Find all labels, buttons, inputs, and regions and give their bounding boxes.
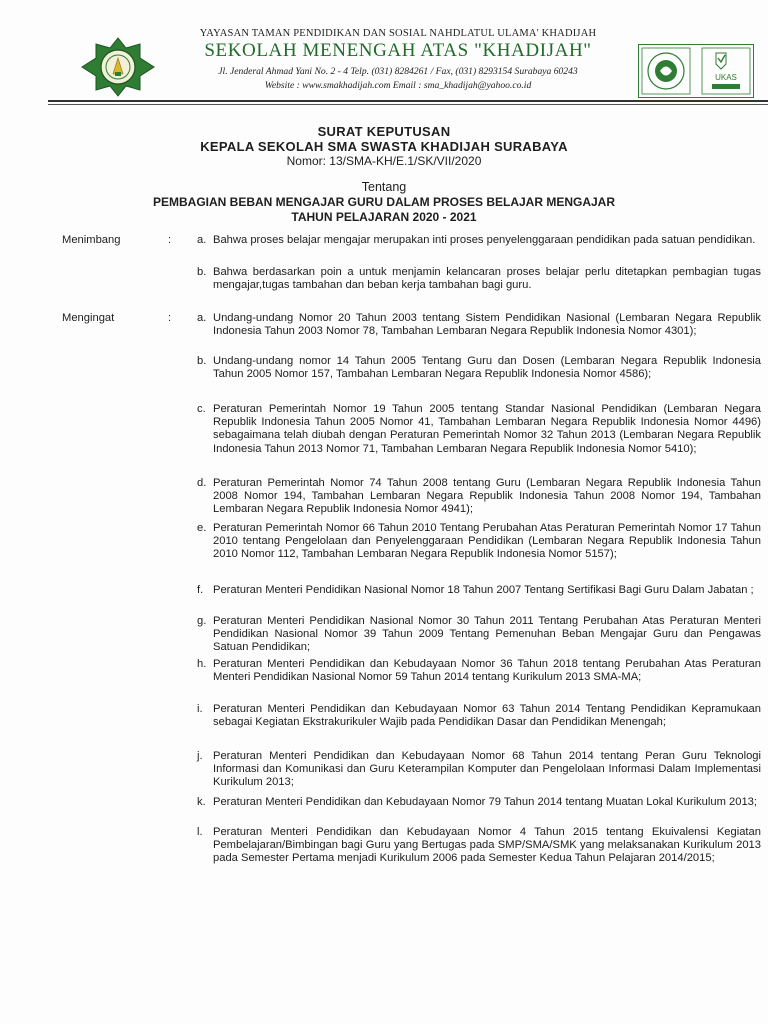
list-text: Peraturan Menteri Pendidikan dan Kebudayaan Nomor 79 Tahun 2014 tentang Muatan Lokal Kurikulum 2013; [213,796,757,808]
decree-about: Tentang [361,180,407,194]
decree-year: TAHUN PELAJARAN 2020 - 2021 [291,210,477,224]
school-name: SEKOLAH MENENGAH ATAS "KHADIJAH" [204,40,592,61]
list-text: Peraturan Menteri Pendidikan dan Kebudayaan Nomor 63 Tahun 2014 Tentang Pendidikan Kepramukaan sebagai Kegiatan Ekstrakurikuler Wajib pada Pendidikan Dasar dan Pendidikan Menengah; [213,703,761,729]
list-item [197,234,761,247]
list-item [197,703,761,729]
list-text: Undang-undang nomor 14 Tahun 2005 Tentang Guru dan Dosen (Lembaran Negara Republik Indonesia Tahun 2005 Nomor 157, Tambahan Lembaran Negara Republik Indonesia Nomor 4586); [213,355,761,381]
list-item [197,522,761,562]
list-marker: b. [197,266,207,278]
list-text: Peraturan Menteri Pendidikan dan Kebudayaan Nomor 4 Tahun 2015 tentang Ekuivalensi Kegiatan Pembelajaran/Bimbingan bagi Guru yang Bertugas pada SMP/SMA/SMK yang melaksanakan Kurikulum 2013 pada Semester Pertama menjadi Kurikulum 2006 pada Semester Kedua Tahun Pelajaran 2014/2015; [213,826,761,865]
list-text: Peraturan Pemerintah Nomor 19 Tahun 2005 tentang Standar Nasional Pendidikan (Lembaran Negara Republik Indonesia Tahun 2005 Nomor 41, Tambahan Lembaran Negara Republik Indonesia Nomor 4496) sebagaimana telah diubah dengan Peraturan Pemerintah Nomor 32 Tahun 2013 (Lembaran Negara Republik Indonesia Tahun 2013 Nomor 71, Tambahan Lembaran Negara Republik Indonesia Nomor 5410); [213,403,761,455]
list-text: Peraturan Menteri Pendidikan Nasional Nomor 30 Tahun 2011 Tentang Perubahan Atas Peraturan Menteri Pendidikan Nasional Nomor 39 Tahun 2009 Tentang Pemenuhan Beban Mengajar Guru dan Pengawas Satuan Pendidikan; [213,615,761,654]
school-logo [80,36,156,98]
list-item [197,477,761,517]
list-text: Bahwa proses belajar mengajar merupakan inti proses penyelenggaraan pendidikan pada satuan pendidikan. [213,234,756,246]
list-marker: d. [197,477,207,489]
list-text: Bahwa berdasarkan poin a untuk menjamin kelancaran proses belajar perlu ditetapkan pembagian tugas mengajar,tugas tambahan dan beban kerja tambahan bagi guru. [213,266,761,292]
school-contact: Website : www.smakhadijah.com Email : sma_khadijah@yahoo.co.id [264,80,532,91]
list-text: Peraturan Menteri Pendidikan dan Kebudayaan Nomor 68 Tahun 2014 tentang Peran Guru Teknologi Informasi dan Komunikasi dan Guru Keterampilan Komputer dan Pengelolaan Informasi Dalam Implementasi Kurikulum 2013; [213,750,761,789]
list-marker: a. [197,234,207,246]
list-item [197,658,761,684]
decree-subject: PEMBAGIAN BEBAN MENGAJAR GURU DALAM PROSES BELAJAR MENGAJAR [152,195,616,209]
list-item [197,355,761,381]
list-text: Peraturan Menteri Pendidikan Nasional Nomor 18 Tahun 2007 Tentang Sertifikasi Bagi Guru Dalam Jabatan ; [213,584,754,596]
list-marker: h. [197,658,207,670]
mengingat-label: Mengingat [62,312,115,324]
list-marker: a. [197,312,207,324]
list-text: Peraturan Pemerintah Nomor 66 Tahun 2010 Tentang Perubahan Atas Peraturan Pemerintah Nomor 17 Tahun 2010 tentang Pengelolaan dan Penyelenggaraan Pendidikan (Lembaran Negara Republik Indonesia Tahun 2010 Nomor 112, Tambahan Lembaran Negara Republik Indonesia Nomor 5157); [213,522,761,561]
list-item [197,615,761,655]
decree-number: Nomor: 13/SMA-KH/E.1/SK/VII/2020 [286,154,482,168]
letterhead-rule-thin [48,104,768,105]
list-item [197,584,761,597]
decree-issuer: KEPALA SEKOLAH SMA SWASTA KHADIJAH SURABAYA [200,139,568,154]
mengingat-colon: : [168,312,172,324]
list-item [197,312,761,338]
list-marker: k. [197,796,206,808]
list-text: Peraturan Pemerintah Nomor 74 Tahun 2008 tentang Guru (Lembaran Negara Republik Indonesia Tahun 2008 Nomor 194, Tambahan Lembaran Negara Republik Indonesia Tahun 2008 Nomor 194, Tambahan Lembaran Negara Republik Indonesia Nomor 4941); [213,477,761,516]
list-item [197,266,761,292]
menimbang-colon: : [168,234,172,246]
list-marker: f. [197,584,204,596]
ukas-label: UKAS [715,73,737,82]
foundation-name: YAYASAN TAMAN PENDIDIKAN DAN SOSIAL NAHDLATUL ULAMA' KHADIJAH [199,28,597,39]
list-marker: l. [197,826,203,838]
list-item [197,826,761,866]
list-marker: c. [197,403,206,415]
list-item [197,750,761,790]
decree-heading: SURAT KEPUTUSAN [317,124,451,139]
list-marker: b. [197,355,207,367]
letterhead-rule [48,100,768,102]
list-text: Peraturan Menteri Pendidikan dan Kebudayaan Nomor 36 Tahun 2018 tentang Perubahan Atas Peraturan Menteri Pendidikan Nasional Nomor 59 Tahun 2014 tentang Kurikulum 2013 SMA-MA; [213,658,761,684]
list-marker: e. [197,522,207,534]
school-address: Jl. Jenderal Ahmad Yani No. 2 - 4 Telp. (031) 8284261 / Fax, (031) 8293154 Surabaya 60243 [218,66,578,77]
list-item [197,403,761,456]
menimbang-label: Menimbang [62,234,121,246]
list-marker: j. [197,750,203,762]
list-marker: i. [197,703,203,715]
list-marker: g. [197,615,207,627]
certification-logos [638,44,754,98]
list-item [197,796,761,809]
list-text: Undang-undang Nomor 20 Tahun 2003 tentang Sistem Pendidikan Nasional (Lembaran Negara Republik Indonesia Tahun 2003 Nomor 78, Tambahan Lembaran Negara Republik Indonesia Nomor 4301); [213,312,761,338]
